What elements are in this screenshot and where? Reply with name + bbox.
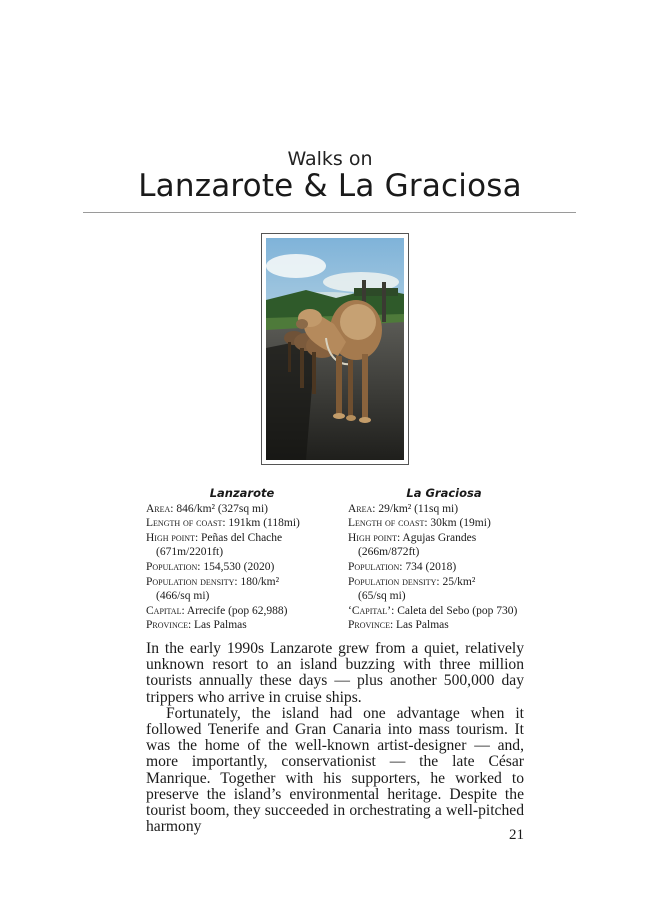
- fact-row: Capital: Arrecife (pop 62,988): [146, 604, 288, 617]
- fact-row: Population: 154,530 (2020): [146, 560, 275, 573]
- fact-row: Area: 846/km² (327sq mi): [146, 502, 268, 515]
- fact-row: ‘Capital’: Caleta del Sebo (pop 730): [348, 604, 518, 617]
- fact-row: Area: 29/km² (11sq mi): [348, 502, 459, 515]
- paragraph: Fortunately, the island had one advantage when it followed Tenerife and Gran Canaria into mass tourism. It was the home of the well-known artist-designer — and, more importantly, conservationist — the late César Manrique. Together with his supporters, he worked to preserve the island’s environmental heritage. Despite the tourist boom, they succeeded in orchestrating a well-pitched harmony: [146, 704, 524, 836]
- paragraph: In the early 1990s Lanzarote grew from a quiet, relatively unknown resort to an island buzzing with three million tourists annually these days — plus another 500,000 day trippers who arrive in cruise ships.: [146, 640, 524, 706]
- fact-row: Province: Las Palmas: [146, 619, 247, 632]
- fact-row: Length of coast: 30km (19mi): [348, 517, 491, 530]
- title-divider: [83, 212, 576, 213]
- graciosa-facts: [348, 486, 548, 633]
- page-number: 21: [509, 827, 524, 843]
- page-title: Lanzarote & La Graciosa: [138, 168, 522, 204]
- fact-row: (466/sq mi): [156, 590, 210, 603]
- fact-row: High point: Peñas del Chache: [146, 531, 283, 544]
- lanzarote-facts: [146, 486, 346, 633]
- fact-row: Population density: 25/km²: [348, 575, 476, 588]
- book-pretitle: Walks on: [287, 148, 373, 170]
- body-text: [146, 641, 524, 835]
- fact-row: (65/sq mi): [358, 590, 406, 603]
- graciosa-heading: La Graciosa: [406, 486, 482, 500]
- lanzarote-heading: Lanzarote: [209, 486, 275, 500]
- fact-row: High point: Agujas Grandes: [348, 531, 477, 544]
- fact-row: (671m/2201ft): [156, 546, 224, 559]
- camel-photo: [261, 233, 409, 465]
- fact-row: (266m/872ft): [358, 546, 420, 559]
- fact-row: Length of coast: 191km (118mi): [146, 517, 300, 530]
- fact-row: Population density: 180/km²: [146, 575, 280, 588]
- fact-row: Population: 734 (2018): [348, 560, 457, 573]
- fact-row: Province: Las Palmas: [348, 619, 449, 632]
